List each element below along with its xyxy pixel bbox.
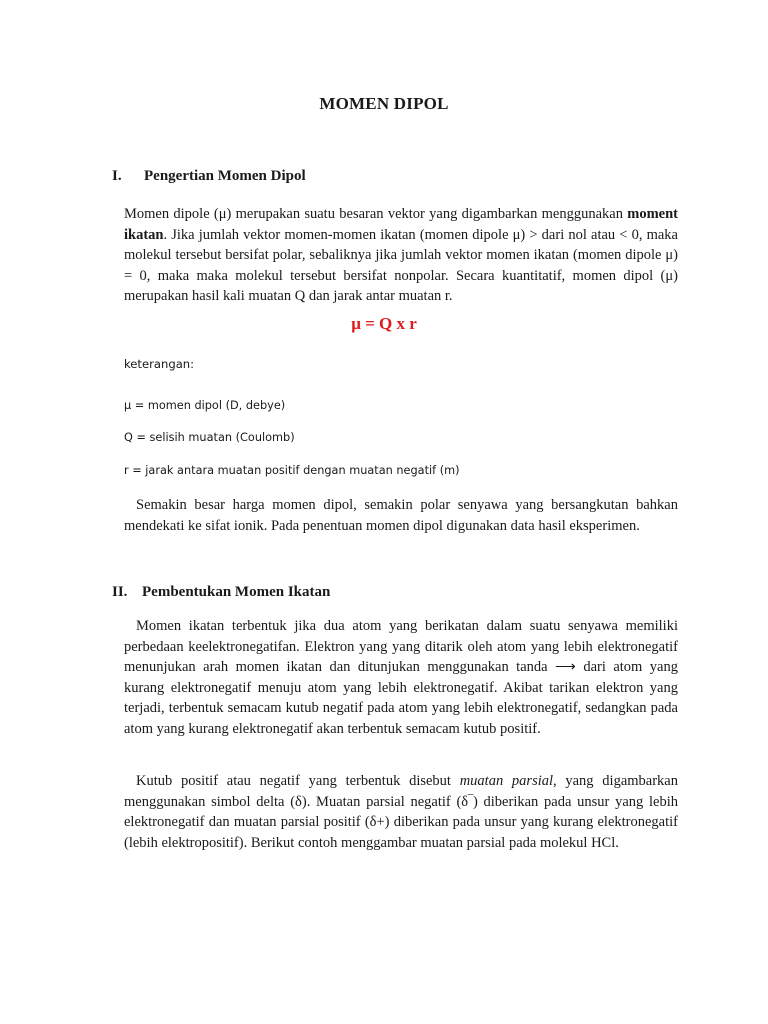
definition-r: r = jarak antara muatan positif dengan muatan negatif (m) (124, 464, 460, 477)
italic-term: muatan parsial (459, 773, 554, 789)
dipole-formula: μ = Q x r (351, 314, 417, 333)
section-1-paragraph-2 (124, 495, 678, 536)
definition-q: Q = selisih muatan (Coulomb) (124, 431, 295, 444)
section-1-title: Pengertian Momen Dipol (144, 168, 306, 184)
paragraph-text: , yang digambarkan menggunakan simbol delta (δ). Muatan parsial negatif (δ‾) diberikan pada unsur yang lebih elektronegatif dan muatan parsial positif (δ+) diberikan pada unsur yang kurang elektronegatif (lebih elektropositif). Berikut contoh menggambar muatan parsial pada molekul HCl. (124, 773, 678, 851)
definition-mu: μ = momen dipol (D, debye) (124, 399, 286, 412)
section-1-paragraph-1 (124, 204, 678, 307)
bold-term: moment ikatan (124, 206, 678, 243)
section-2-paragraph-2 (124, 771, 678, 853)
section-2-number: II. (112, 584, 128, 600)
paragraph-text: . Jika jumlah vektor momen-momen ikatan (momen dipole μ) > dari nol atau < 0, maka molekul tersebut bersifat polar, sebaliknya jika jumlah vektor momen ikatan (momen dipole μ) = 0, maka maka molekul tersebut bersifat nonpolar. Secara kuantitatif, momen dipol (μ) merupakan hasil kali muatan Q dan jarak antar muatan r. (124, 226, 678, 304)
keterangan-label: keterangan: (124, 357, 195, 371)
paragraph-text: Kutub positif atau negatif yang terbentuk disebut (136, 773, 460, 789)
section-2-heading (112, 584, 330, 601)
section-1-heading (112, 168, 306, 185)
section-1-number: I. (112, 168, 122, 184)
paragraph-text: Momen ikatan terbentuk jika dua atom yang berikatan dalam suatu senyawa memiliki perbedaan keelektronegatifan. Elektron yang yang ditarik oleh atom yang lebih elektronegatif menunjukan arah momen ikatan dan ditunjukan menggunakan tanda ⟶ dari atom yang kurang elektronegatif menuju atom yang lebih elektronegatif. Akibat tarikan elektron yang terjadi, terbentuk semacam kutub negatif pada atom yang lebih elektronegatif, sedangkan pada atom yang kurang elektronegatif akan terbentuk semacam kutub positif. (124, 618, 678, 737)
page-title: MOMEN DIPOL (319, 94, 449, 113)
section-2-paragraph-1 (124, 616, 678, 739)
paragraph-text: Momen dipole (μ) merupakan suatu besaran vektor yang digambarkan menggunakan (124, 206, 628, 222)
paragraph-text: Semakin besar harga momen dipol, semakin polar senyawa yang bersangkutan bahkan mendekati ke sifat ionik. Pada penentuan momen dipol digunakan data hasil eksperimen. (124, 497, 678, 534)
section-2-title: Pembentukan Momen Ikatan (142, 584, 331, 600)
